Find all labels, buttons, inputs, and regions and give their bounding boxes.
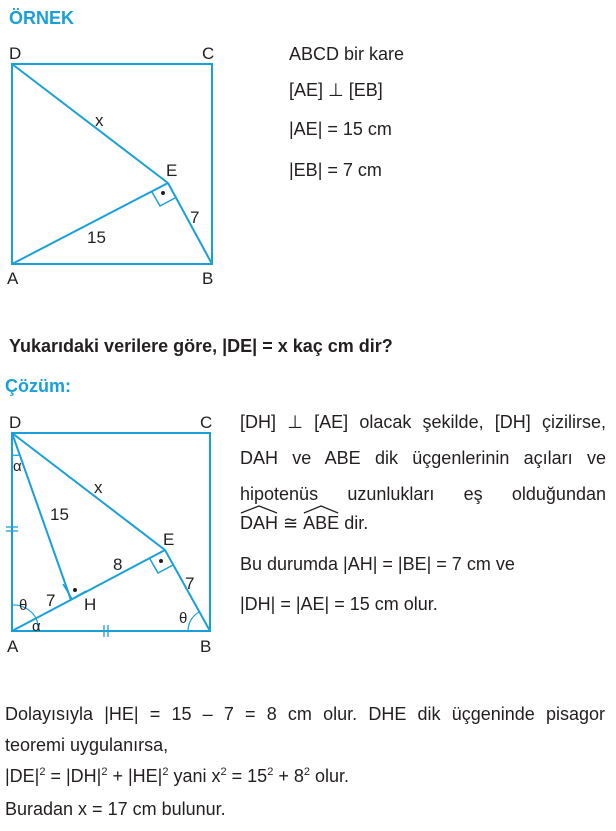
angle-arc-theta-b	[188, 612, 199, 631]
label-ah-length: 7	[46, 591, 56, 610]
label-c: C	[202, 44, 215, 63]
label-theta-b: θ	[179, 610, 188, 627]
eq-end: olur.	[309, 766, 349, 786]
given-line-2: [AE] ⊥ [EB]	[289, 80, 383, 100]
segment-de-solution	[12, 433, 165, 550]
solution-line-5: Bu durumda |AH| = |BE| = 7 cm ve	[240, 554, 515, 574]
given-line-3: |AE| = 15 cm	[289, 119, 392, 139]
segment-de	[12, 64, 168, 183]
label-d-solution: D	[9, 413, 22, 432]
segment-ae	[12, 183, 168, 264]
label-b: B	[202, 269, 214, 288]
label-e: E	[166, 161, 178, 180]
right-angle-dot-e	[159, 559, 163, 563]
question-text: Yukarıdaki verilere göre, |DE| = x kaç cm dir?	[9, 336, 393, 356]
solution-figure	[6, 413, 212, 656]
angle-abe-text: ABE	[303, 513, 340, 533]
eq-he: + |HE|	[107, 766, 163, 786]
conclusion-line-1: Dolayısıyla |HE| = 15 – 7 = 8 cm olur. DHE dik üçgeninde pisagor	[5, 704, 605, 724]
sup-2: 2	[101, 766, 108, 778]
solution-line-6: |DH| = |AE| = 15 cm olur.	[240, 594, 438, 614]
sup-4: 2	[220, 766, 227, 778]
label-x-solution: x	[94, 478, 103, 497]
angle-dah-text: DAH	[240, 513, 279, 533]
given-line-4: |EB| = 7 cm	[289, 160, 382, 180]
label-a-solution: A	[7, 637, 19, 656]
sup-1: 2	[39, 766, 46, 778]
eq-8: + 8	[273, 766, 304, 786]
eq-15: = 15	[226, 766, 268, 786]
label-alpha-d: α	[13, 458, 22, 475]
square-abcd-solution	[12, 433, 210, 631]
label-x: x	[95, 111, 104, 130]
solution-heading: Çözüm:	[5, 376, 71, 396]
label-dh-length: 15	[50, 505, 69, 524]
angle-dah	[240, 513, 278, 534]
sup-6: 2	[303, 766, 310, 778]
label-c-solution: C	[200, 413, 213, 432]
solution-line-1: [DH] ⊥ [AE] olacak şekilde, [DH] çizilirse,	[240, 412, 606, 432]
square-abcd	[12, 64, 212, 264]
label-a: A	[7, 269, 19, 288]
right-angle-dot-h	[73, 588, 77, 592]
label-e-solution: E	[163, 530, 175, 549]
label-eb-length: 7	[190, 208, 200, 227]
solution-line-4	[240, 513, 368, 534]
given-line-1: ABCD bir kare	[289, 44, 405, 64]
right-angle-dot	[161, 191, 165, 195]
label-b-solution: B	[200, 637, 212, 656]
sup-3: 2	[162, 766, 169, 778]
label-alpha-a: α	[32, 618, 41, 635]
solution-line-2: DAH ve ABE dik üçgenlerinin açıları ve	[240, 448, 606, 468]
conclusion-line-3	[5, 766, 349, 787]
sup-5: 2	[267, 766, 274, 778]
label-h: H	[84, 595, 97, 614]
eq-x: yani x	[168, 766, 221, 786]
conclusion-line-2: teoremi uygulanırsa,	[5, 735, 169, 755]
congruent-symbol: ≅	[283, 513, 299, 533]
conclusion-line-4: Buradan x = 17 cm bulunur.	[5, 799, 226, 819]
label-d: D	[9, 44, 22, 63]
solution-line-3: hipotenüs uzunlukları eş olduğundan	[240, 484, 606, 504]
label-theta-a: θ	[19, 597, 28, 614]
label-ae-length: 15	[87, 228, 106, 247]
solution-line-4-end: dir.	[344, 513, 369, 533]
label-he-length: 8	[113, 555, 123, 574]
angle-abe	[303, 513, 339, 534]
label-eb-length-solution: 7	[185, 574, 195, 593]
eq-dh: = |DH|	[45, 766, 102, 786]
eq-de: |DE|	[5, 766, 40, 786]
example-heading: ÖRNEK	[9, 8, 75, 28]
